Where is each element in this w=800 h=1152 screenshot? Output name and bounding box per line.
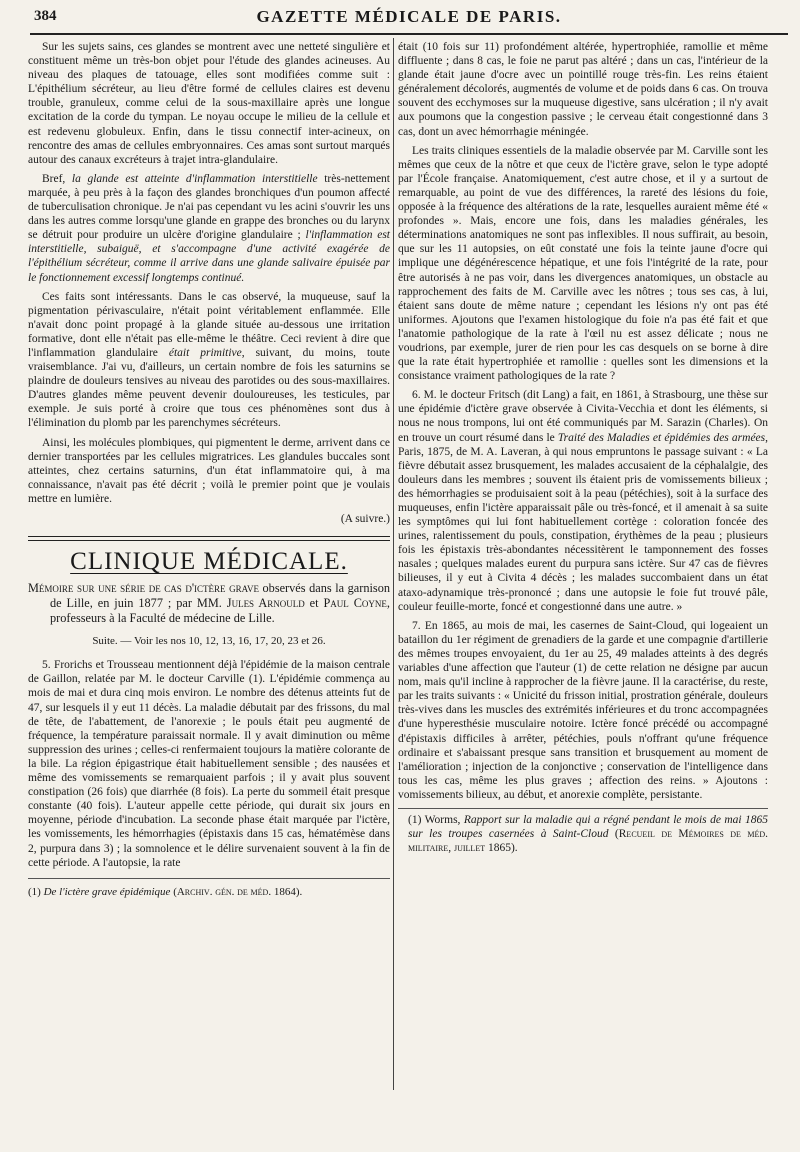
paragraph [28, 290, 390, 431]
italic-run: Traité des Maladies et épidémies des armées [557, 431, 766, 444]
footnote [398, 808, 768, 855]
text-run: (1) [28, 885, 44, 898]
column-divider [393, 38, 394, 1090]
text-run: , professeurs à la Faculté de médecine de Lille. [50, 596, 390, 626]
italic-run: l'inflammation est interstitielle, subaiguë, et s'accompagne d'une activité exagérée de l'épithélium sécréteur, comme il arrive dans une glande salivaire épuisée par le fonctionnement excessif longtemps continué. [28, 229, 391, 284]
text-run: observés dans la garnison de Lille, en juin 1877 ; par MM. [50, 581, 391, 611]
page-number: 384 [34, 8, 57, 24]
paragraph: Ainsi, les molécules plombiques, qui pigmentent le derme, arrivent dans ce dernier transportées par les cellules migratrices. Les glandules buccales sont atteintes, chez certains saturnins, d'un état inflammatoire qui, à ma connaissance, n'avait pas été décrit ; voilà le premier point que je voulais mettre en lumière. [28, 436, 390, 505]
series-note: Suite. — Voir les nos 10, 12, 13, 16, 17, 20, 23 et 26. [92, 635, 326, 648]
text-run: très-nettement marquée, à peu près à la façon des glandes bronchiques d'un poumon affecté de tuberculisation chronique. Je n'ai pas cependant vu les acini s'ouvrir les uns dans les autres comme lorsqu'une glande en grappe des bronches ou du larynx se détruit pour produire un ulcère d'origine glandulaire ; [28, 172, 390, 242]
text-run: Mémoire sur une série de cas d'ictère grave [28, 581, 259, 596]
paragraph: Sur les sujets sains, ces glandes se montrent avec une netteté singulière et constituent même un très-bon objet pour l'étude des glandes acineuses. Au niveau des plaques de tatouage, elles sont modifiées comme suit : L'épithélium sécréteur, au lieu d'être formé de cellules claires est devenu trouble, granuleux, comme celui de la sous-maxillaire après une longue excitation de la corde du tympan. Le noyau occupe le milieu de la cellule et est redevenu globuleux. Enfin, dans le tissu connectif inter-acineux, on rencontre des amas de cellules embryonnaires. Ces amas sont surtout marqués autour des canaux excréteurs à trajet intra-glandulaire. [28, 41, 390, 166]
text-run: et [304, 596, 324, 611]
journal-title: GAZETTE MÉDICALE DE PARIS. [256, 7, 562, 26]
text-run: (1) Worms, [408, 813, 464, 826]
footnote [28, 878, 390, 899]
paragraph: 5. Frorichs et Trousseau mentionnent déjà l'épidémie de la maison centrale de Gaillon, relatée par M. le docteur Carville (1). L'épidémie commença au mois de mai et dura cinq mois environ. Le nombre des détenus atteints fut de 47, sur lesquels il y eut 11 décès. La maladie débutait par des frissons, du mal de tête, de l'abattement, de l'anorexie ; le pouls était peu augmenté de fréquence, la température paraissait normale. Il y avait diminution ou même suppression des urines ; celles-ci renfermaient toujours la matière colorante de la bile. La région épigastrique était habituellement sensible ; des nausées et même des vomissements se remarquaient parfois ; il y avait plus souvent constipation (26 fois) que diarrhée (8 fois). La perte du sommeil était presque constante (40 fois). L'auteur appelle cette période, qui durait six jours en moyenne, période d'incubation. La seconde phase était marquée par l'ictère, les vomissements, les hémorrhagies (épistaxis dans 15 cas, hématémèse dans 2, purpura dans 3) ; la somnolence et le délire survenaient souvent à la fin de cette période. A l'autopsie, la rate [28, 659, 390, 869]
italic-run: De l'ictère grave épidémique [43, 885, 171, 898]
italic-run: était primitive [168, 346, 242, 359]
section-rule [28, 536, 390, 541]
right-column [398, 40, 768, 855]
author-name: Paul Coyne [323, 596, 387, 611]
text-run: (Recueil de Mémoires de méd. militaire, juillet 1865). [408, 827, 768, 854]
text-run: Ces faits sont intéressants. Dans le cas observé, la muqueuse, sauf la pigmentation périvasculaire, n'était point véritablement enflammée. Elle n'avait donc point propagé à la glande située au-dessous une irritation formative, dont elle n'était pas elle-même le théâtre. Ceci revient à dire que l'inflammation glandulaire [28, 290, 390, 359]
paragraph [28, 172, 390, 285]
header-rule [30, 33, 788, 35]
left-column [28, 40, 390, 899]
italic-run: la glande est atteinte d'inflammation interstitielle [71, 172, 318, 185]
paragraph [398, 388, 768, 614]
to-be-continued: (A suivre.) [340, 513, 390, 525]
text-run: 6. M. le docteur Fritsch (dit Lang) a fait, en 1861, à Strasbourg, une thèse sur une épidémie d'ictère grave observée à Civita-Vecchia et dont les éléments, si nous ne nous trompons, lui ont été communiqués par M. Sarazin (Charles). On en trouve un court résumé dans le [398, 389, 768, 444]
paragraph: était (10 fois sur 11) profondément altérée, hypertrophiée, ramollie et même diffluente ; dans 8 cas, le foie ne parut pas altéré ; dans un cas, l'intérieur de la glande était jaune d'ocre avec un pointillé rouge très-fin. Les reins étaient généralement décolorés, augmentés de volume et de poids dans 6 cas. On trouva souvent des ecchymoses sur la muqueuse digestive, sans ulcération ; il n'y avait aux poumons que la congestion passive ; le cerveau était congestionné dans 3 cas, dont un avec hémorrhagie méningée. [398, 41, 768, 138]
paragraph: Les traits cliniques essentiels de la maladie observée par M. Carville sont les mêmes que ceux de la nôtre et que ceux de l'ictère grave, selon le type adopté par l'École française. Anatomiquement, c'est autre chose, et il y a surtout de remarquable, au point de vue des différences, la rareté des lésions du foie, opposée à la fréquence des altérations de la rate, lesquelles auraient même été « profondes ». Mais, encore une fois, dans les maladies générales, les déterminations anatomiques ne sont pas inflexibles. Il nous suffirait, au besoin, que sur les 11 autopsies, on eût constaté une fois la teinte jaune d'ocre qui implique une dégénérescence hépatique, et une fois l'intégrité de la rate, pour être autorisés à ne pas voir, dans les divergences anatomiques, un obstacle au rapprochement des faits de M. Carville avec les nôtres ; tous ses cas, à lui, étaient sans doute de même nature ; cependant les lésions n'y ont pas été uniformes. Ajoutons que l'examen histologique du foie n'a pas été fait et que l'anatomie pathologique de la rate à l'œil nu est assez délicate ; nous ne voudrions, par exemple, jurer de rien pour les cas desquels on se borne à dire que la rate était hypertrophiée et ramollie : quelles sont les dimensions et la consistance vraiment pathologiques de la rate ? [398, 144, 768, 383]
text-run: , suivant, du moins, toute vraisemblance. J'ai vu, d'ailleurs, un certain nombre de fois les saturnins se plaindre de douleurs tensives au niveau des parotides ou des sous-maxillaires. D'autres glandes même peuvent devenir douloureuses, les testicules, par exemple. Je suis porté à croire que tous ces phénomènes sont dus à l'élimination du plomb par les parenchymes sécréteurs. [28, 346, 390, 430]
text-run: Bref, [42, 172, 72, 185]
paragraph: 7. En 1865, au mois de mai, les casernes de Saint-Cloud, qui logeaient un bataillon du 1er régiment de grenadiers de la garde et une compagnie d'artillerie des mêmes troupes envoyaient, du 1er au 25, 49 malades atteints à des degrés variables d'une affection que l'auteur (1) de cette relation ne désigne par aucun nom, mais qu'il incline à rapprocher de la fièvre jaune. Il la caractérise, du reste, par les traits suivants : « Unicité du frisson initial, prostration générale, douleurs très-vives dans les muscles des extrémités inférieures et du tronc accompagnées d'une hyperesthésie musculaire notoire. Ictère foncé précédé ou accompagné d'épistaxis difficiles à arrêter, pétéchies, pouls n'offrant qu'une fréquence ordinaire et s'abaissant presque sans transition et brusquement au moment de l'amélioration ; injection de la conjonctive ; conservation de l'intelligence dans tous les cas, même les plus graves ; affection des reins. » Ajoutons : vomissements bilieux, au début, et anorexie complète, persistante. [398, 619, 768, 801]
text-run: , Paris, 1875, de M. A. Laveran, à qui nous empruntons le passage suivant : « La fièvre débutait assez brusquement, les malades accusaient de la céphalalgie, des douleurs dans les membres ; souvent ils étaient pris de vomissements bilieux ; des hémorrhagies se produisaient soit à la peau (pétéchies), soit à la surface des muqueuses, enfin l'ictère apparaissait pâle ou très-foncé, et il amenait à sa suite les symptômes qui lui font habituellement cortège : coloration foncée des urines, ralentissement du pouls, constipation, érythèmes de la peau ; plusieurs fois les épistaxis très-abondantes nécessitèrent le tamponnement des fosses nasales ; quelques malades eurent du purpura sans ictère. Sur 47 cas de fièvres bilieuses, il y eut à Civita 4 décès ; les malades succombaient dans un état ataxo-adynamique très-prononcé ; dans une autopsie le foie fut trouvé pâle, couleur feuille-morte, foncé et congestionné dans une autre. » [398, 431, 769, 613]
text-run: (Archiv. gén. de méd. 1864). [170, 885, 303, 898]
page-header [34, 6, 784, 30]
italic-run: Rapport sur la maladie qui a régné pendant le mois de mai 1865 sur les troupes casernées à Saint-Cloud [408, 813, 768, 840]
memoire-heading [28, 581, 390, 626]
section-title: CLINIQUE MÉDICALE. [70, 548, 348, 576]
author-name: Jules Arnould [226, 596, 305, 611]
